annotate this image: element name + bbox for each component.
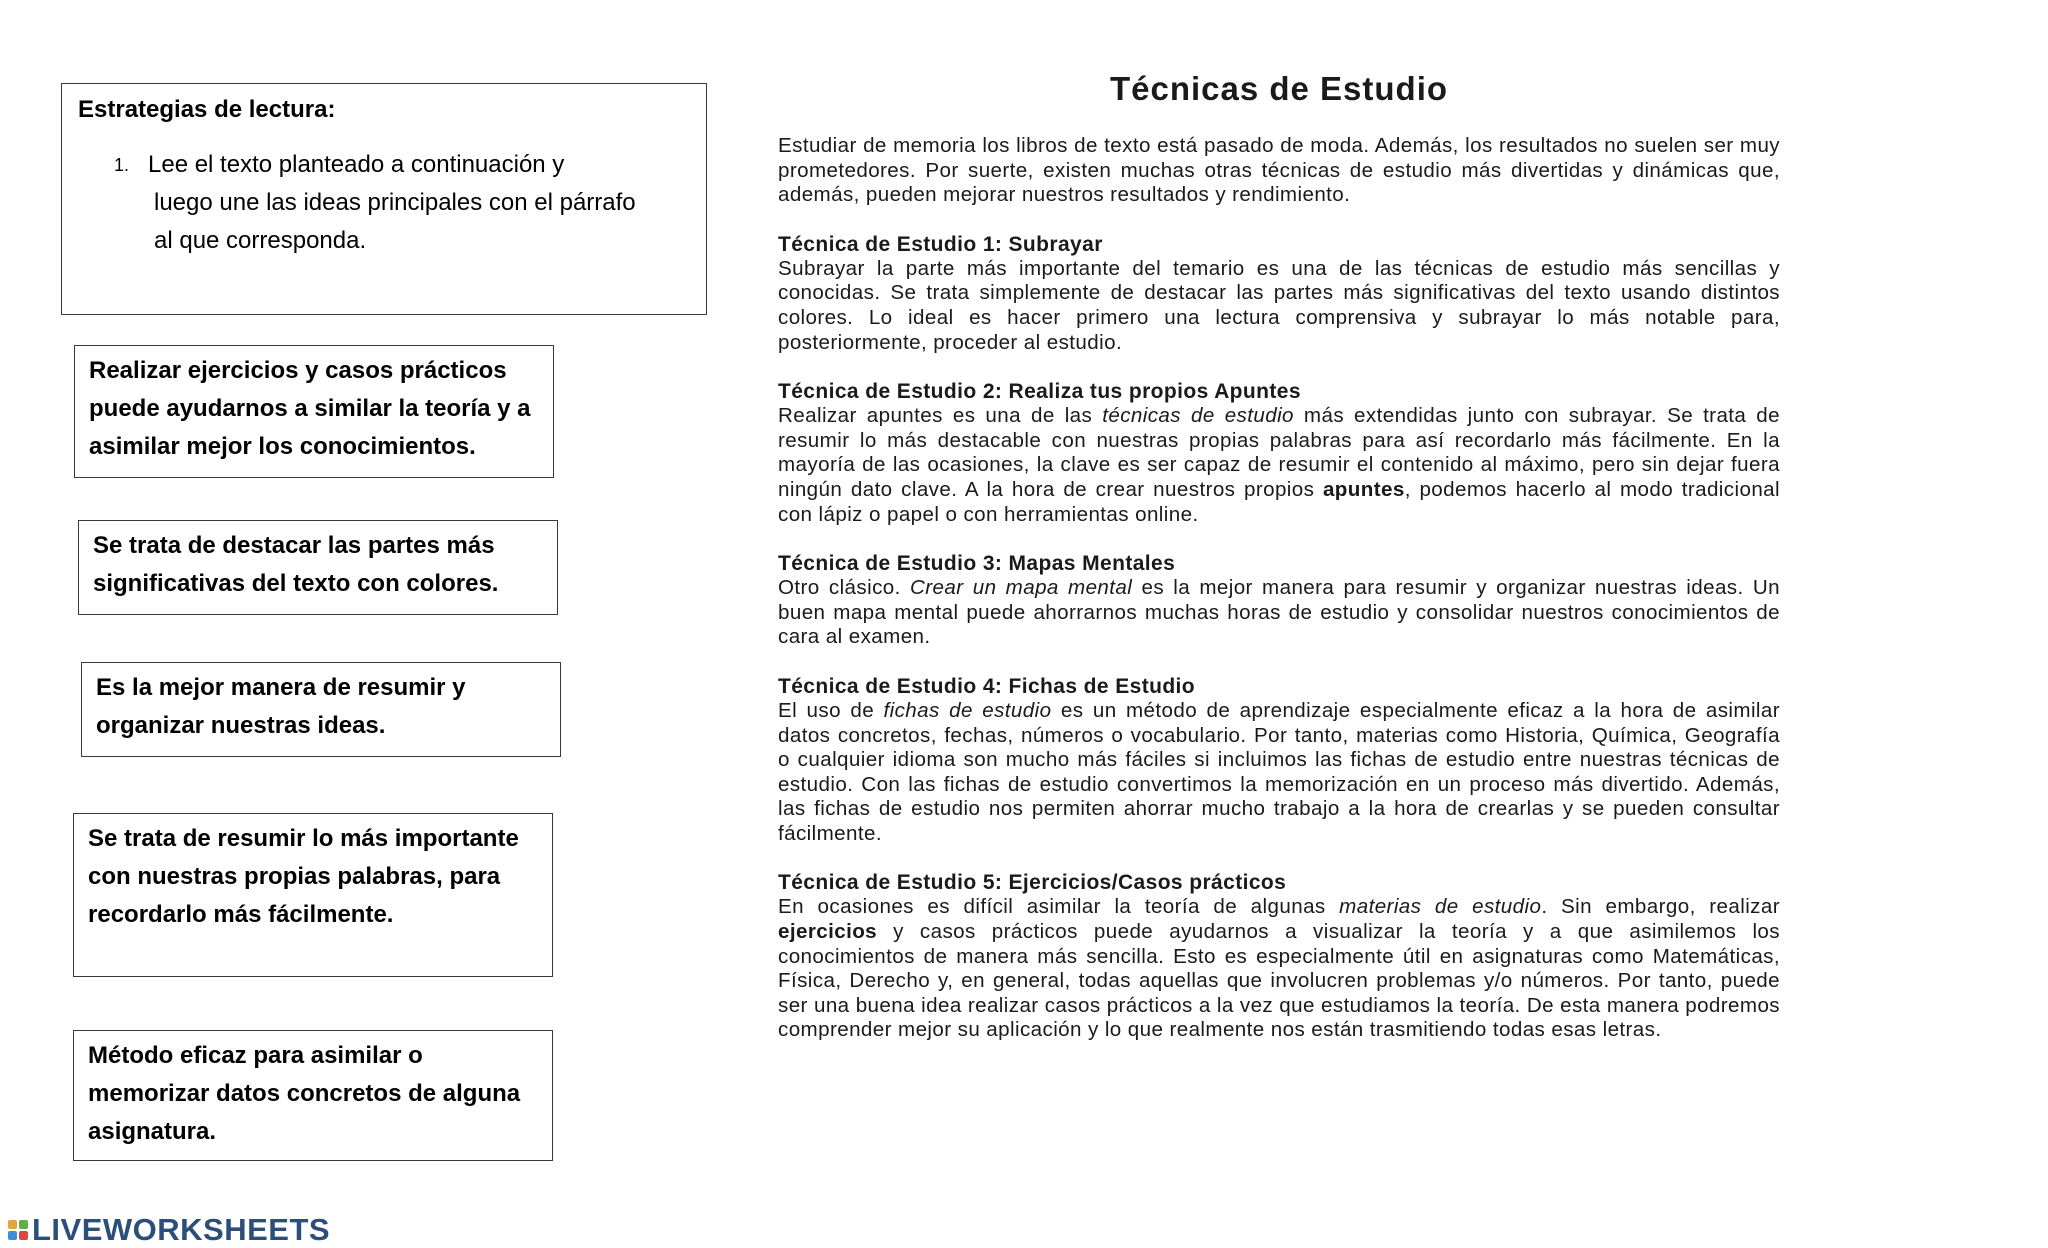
section-text <box>778 576 1780 648</box>
article-intro[interactable]: Estudiar de memoria los libros de texto está pasado de moda. Además, los resultados no suelen ser muy prometedores. Por suerte, existen muchas otras técnicas de estudio más divertidas y dinámicas que, además, pueden mejorar nuestros resultados y rendimiento. <box>778 134 1780 207</box>
italic-run: técnicas de estudio <box>1102 404 1294 428</box>
instruction-number: 1. <box>114 155 130 175</box>
instruction-line: Lee el texto planteado a continuación y <box>148 151 565 178</box>
text-run: más extendidas junto con subrayar. Se trata de resumir lo más destacable con nuestras propias palabras para así recordarlo más fácilmente. En la mayoría de las ocasiones, la clave es ser capaz de resumir el contenido al máximo, pero sin dejar fuera ningún dato clave. A la hora de crear nuestros propios <box>778 404 1780 501</box>
section-heading: Técnica de Estudio 4: Fichas de Estudio <box>778 674 1196 698</box>
section-apuntes[interactable] <box>778 379 1780 527</box>
text-run: Realizar apuntes es una de las <box>778 404 1103 428</box>
logo-text: LIVEWORKSHEETS <box>32 1212 331 1247</box>
section-text: Subrayar la parte más importante del temario es una de las técnicas de estudio más sencillas y conocidas. Se trata simplemente de destacar las partes más significativas del texto usando distintos colores. Lo ideal es hacer primero una lectura comprensiva y subrayar lo más notable para, posteriormente, proceder al estudio. <box>778 256 1780 354</box>
text-run: es un método de aprendizaje especialmente eficaz a la hora de asimilar datos concretos, fechas, números o vocabulario. Por tanto, materias como Historia, Química, Geografía o cualquier idioma son mucho más fáciles si incluimos las fichas de estudio entre nuestras técnicas de estudio. Con las fichas de estudio convertimos la memorización en un proceso más divertido. Además, las fichas de estudio nos permiten ahorrar mucho trabajo a la hora de crearlas y se pueden consultar fácilmente. <box>778 698 1781 845</box>
text-run: , podemos hacerlo al modo tradicional con lápiz o papel o con herramientas online. <box>778 477 1780 526</box>
section-heading: Técnica de Estudio 2: Realiza tus propios Apuntes <box>778 380 1301 404</box>
section-ejercicios[interactable] <box>778 870 1780 1043</box>
italic-run: Crear un mapa mental <box>910 576 1133 600</box>
section-fichas[interactable] <box>778 674 1780 847</box>
bold-run: ejercicios <box>778 920 878 944</box>
text-run: es la mejor manera para resumir y organizar nuestras ideas. Un buen mapa mental puede ahorrarnos muchas horas de estudio y consolidar nuestros conocimientos de cara al examen. <box>778 576 1780 649</box>
section-text <box>778 699 1780 845</box>
idea-box-subrayar[interactable]: Se trata de destacar las partes más significativas del texto con colores. <box>78 520 558 615</box>
text-run: . Sin embargo, realizar <box>1541 895 1780 919</box>
text-run: El uso de <box>778 698 884 722</box>
idea-box-mapas[interactable]: Es la mejor manera de resumir y organizar nuestras ideas. <box>81 662 561 757</box>
article <box>778 70 1780 1067</box>
italic-run: materias de estudio <box>1339 895 1542 919</box>
logo-mark-icon <box>8 1220 28 1240</box>
logo-square <box>19 1220 28 1229</box>
section-text <box>778 895 1780 1041</box>
idea-box-fichas[interactable]: Método eficaz para asimilar o memorizar datos concretos de alguna asignatura. <box>73 1030 553 1161</box>
section-text <box>778 404 1780 525</box>
logo-square <box>19 1231 28 1240</box>
instructions-box <box>61 83 707 315</box>
logo-square <box>8 1231 17 1240</box>
idea-box-apuntes[interactable]: Se trata de resumir lo más importante con nuestras propias palabras, para recordarlo más fácilmente. <box>73 813 553 977</box>
article-title: Técnicas de Estudio <box>1109 70 1449 107</box>
text-run: En ocasiones es difícil asimilar la teoría de algunas <box>778 895 1340 919</box>
section-heading: Técnica de Estudio 1: Subrayar <box>778 232 1103 256</box>
instructions-title: Estrategias de lectura: <box>78 96 336 123</box>
logo-square <box>8 1220 17 1229</box>
text-run: Otro clásico. <box>778 576 910 600</box>
section-subrayar[interactable] <box>778 232 1780 355</box>
italic-run: fichas de estudio <box>883 698 1052 722</box>
instruction-line: luego une las ideas principales con el párrafo <box>154 189 636 216</box>
section-heading: Técnica de Estudio 5: Ejercicios/Casos prácticos <box>778 871 1287 895</box>
instruction-text <box>148 146 636 260</box>
idea-box-ejercicios[interactable]: Realizar ejercicios y casos prácticos puede ayudarnos a similar la teoría y a asimilar mejor los conocimientos. <box>74 345 554 478</box>
instruction-line: al que corresponda. <box>154 227 367 254</box>
text-run: y casos prácticos puede ayudarnos a visualizar la teoría y a que asimilemos los conocimientos de manera más sencilla. Esto es especialmente útil en asignaturas como Matemáticas, Física, Derecho y, en general, todas aquellas que involucren problemas y/o números. Por tanto, puede ser una buena idea realizar casos prácticos a la vez que estudiamos la teoría. De esta manera podremos comprender mejor su aplicación y lo que realmente nos están trasmitiendo todas esas letras. <box>778 920 1780 1042</box>
bold-run: apuntes <box>1322 477 1405 501</box>
instruction-item <box>78 146 690 260</box>
section-heading: Técnica de Estudio 3: Mapas Mentales <box>778 552 1176 576</box>
section-mapas[interactable] <box>778 551 1780 650</box>
